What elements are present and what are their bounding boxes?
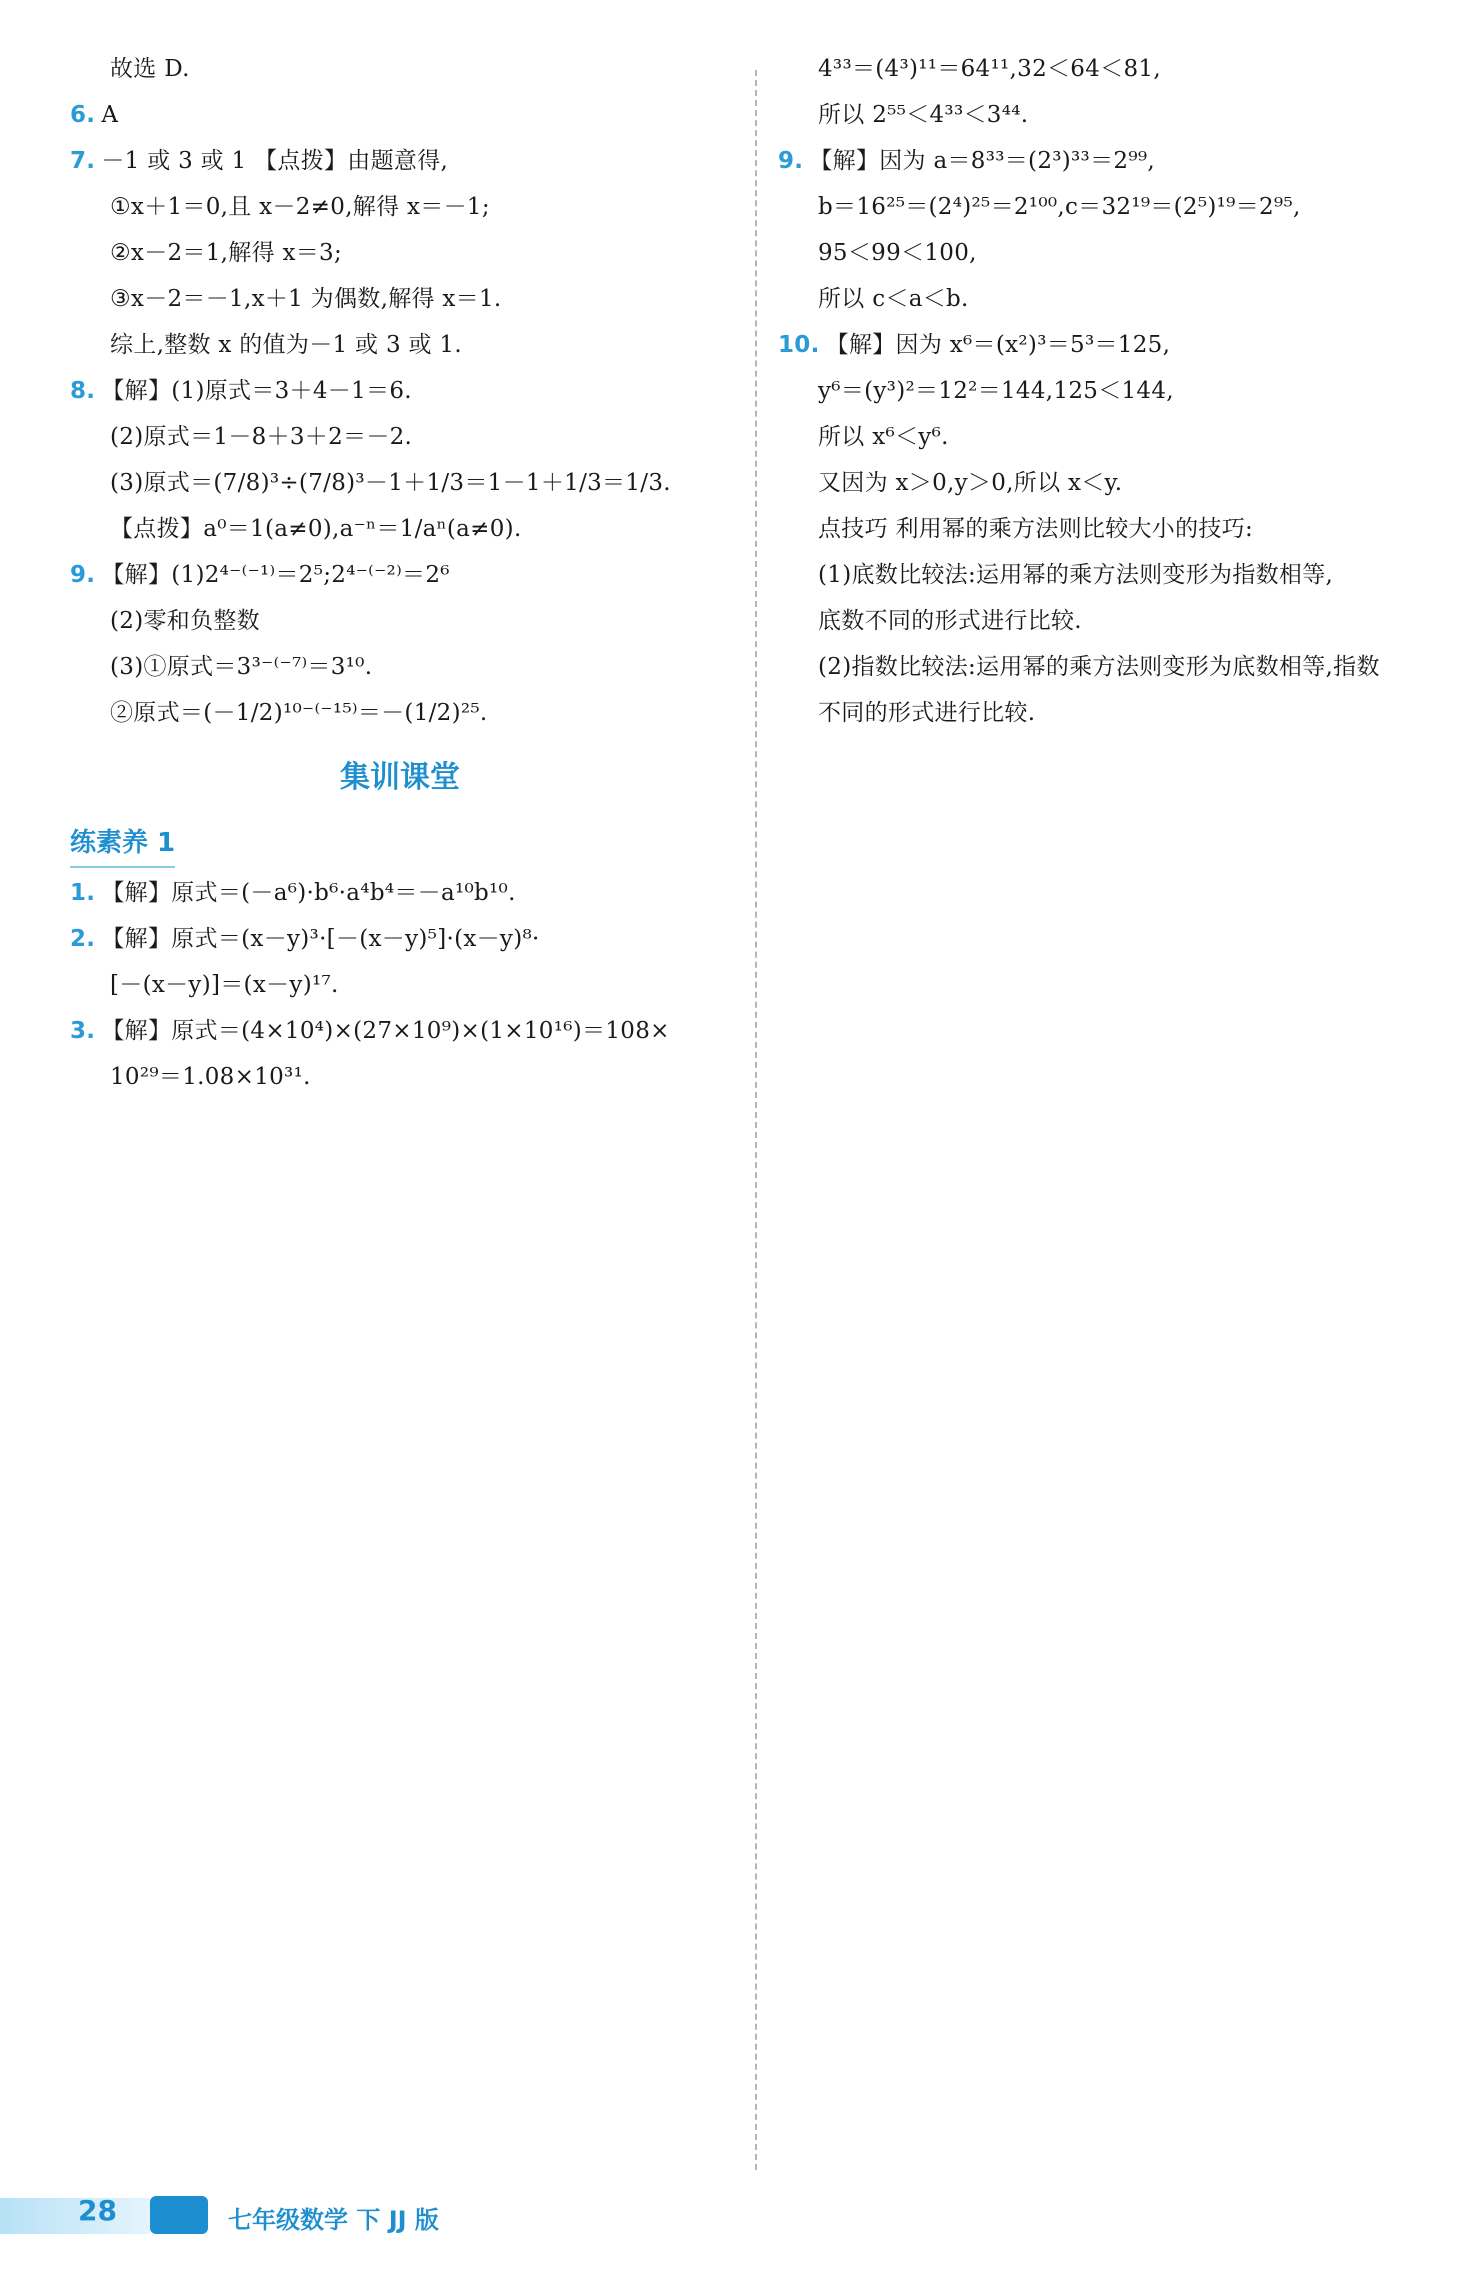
line-text: ②原式＝(－1/2)¹⁰⁻⁽⁻¹⁵⁾＝－(1/2)²⁵. xyxy=(110,700,488,726)
question-number: 7. xyxy=(70,148,96,174)
text-line xyxy=(70,94,730,136)
line-text: (2)零和负整数 xyxy=(110,608,260,634)
question-number: 8. xyxy=(70,378,96,404)
text-line xyxy=(70,462,730,504)
text-line xyxy=(778,94,1428,136)
line-text: ②x－2＝1,解得 x＝3; xyxy=(110,240,343,266)
book-title: 七年级数学 下 JJ 版 xyxy=(228,2206,439,2234)
line-text: 所以 2⁵⁵＜4³³＜3⁴⁴. xyxy=(818,102,1029,128)
left-lines-2 xyxy=(70,872,730,1098)
line-text: (3)原式＝(7/8)³÷(7/8)³－1＋1/3＝1－1＋1/3＝1/3. xyxy=(110,470,671,496)
publisher-logo xyxy=(150,2196,208,2234)
column-divider xyxy=(755,70,757,2170)
text-line xyxy=(70,140,730,182)
line-text: 底数不同的形式进行比较. xyxy=(818,608,1082,634)
text-line xyxy=(778,416,1428,458)
line-text: 故选 D. xyxy=(110,56,190,82)
text-line xyxy=(70,918,730,960)
question-number: 6. xyxy=(70,102,96,128)
text-line xyxy=(778,692,1428,734)
line-text: b＝16²⁵＝(2⁴)²⁵＝2¹⁰⁰,c＝32¹⁹＝(2⁵)¹⁹＝2⁹⁵, xyxy=(818,194,1301,220)
line-text: 【解】原式＝(－a⁶)·b⁶·a⁴b⁴＝－a¹⁰b¹⁰. xyxy=(101,880,516,906)
right-column xyxy=(778,48,1428,738)
text-line xyxy=(778,324,1428,366)
text-line xyxy=(778,232,1428,274)
question-number: 2. xyxy=(70,926,96,952)
text-line xyxy=(70,48,730,90)
line-text: 【解】原式＝(4×10⁴)×(27×10⁹)×(1×10¹⁶)＝108× xyxy=(101,1018,670,1044)
text-line xyxy=(778,646,1428,688)
right-lines xyxy=(778,48,1428,734)
line-text: 【解】(1)2⁴⁻⁽⁻¹⁾＝2⁵;2⁴⁻⁽⁻²⁾＝2⁶ xyxy=(101,562,450,588)
text-line xyxy=(778,600,1428,642)
text-line xyxy=(778,278,1428,320)
text-line xyxy=(778,370,1428,412)
question-number: 3. xyxy=(70,1018,96,1044)
left-column xyxy=(70,48,730,1102)
line-text: 又因为 x＞0,y＞0,所以 x＜y. xyxy=(818,470,1123,496)
line-text: 所以 c＜a＜b. xyxy=(818,286,969,312)
text-line xyxy=(70,872,730,914)
line-text: 【解】(1)原式＝3＋4－1＝6. xyxy=(101,378,412,404)
question-number: 1. xyxy=(70,880,96,906)
line-text: 不同的形式进行比较. xyxy=(818,700,1036,726)
text-line xyxy=(70,692,730,734)
text-line xyxy=(70,370,730,412)
text-line xyxy=(70,554,730,596)
text-line xyxy=(70,324,730,366)
text-line xyxy=(778,554,1428,596)
line-text: (1)底数比较法:运用幂的乘方法则变形为指数相等, xyxy=(818,562,1334,588)
text-line xyxy=(70,416,730,458)
line-text: (3)①原式＝3³⁻⁽⁻⁷⁾＝3¹⁰. xyxy=(110,654,373,680)
line-text: y⁶＝(y³)²＝12²＝144,125＜144, xyxy=(818,378,1174,404)
section-title: 集训课堂 xyxy=(340,760,460,795)
line-text: A xyxy=(101,102,119,128)
text-line xyxy=(778,462,1428,504)
text-line xyxy=(70,1056,730,1098)
text-line xyxy=(778,48,1428,90)
line-text: 4³³＝(4³)¹¹＝64¹¹,32＜64＜81, xyxy=(818,56,1161,82)
text-line xyxy=(70,232,730,274)
line-text: ③x－2＝－1,x＋1 为偶数,解得 x＝1. xyxy=(110,286,502,312)
line-text: 综上,整数 x 的值为－1 或 3 或 1. xyxy=(110,332,462,358)
line-text: (2)指数比较法:运用幂的乘方法则变形为底数相等,指数 xyxy=(818,654,1380,680)
left-lines xyxy=(70,48,730,734)
text-line xyxy=(70,278,730,320)
line-text: (2)原式＝1－8＋3＋2＝－2. xyxy=(110,424,413,450)
line-text: －1 或 3 或 1 【点拨】由题意得, xyxy=(101,148,449,174)
page-number: 28 xyxy=(78,2194,117,2227)
line-text: [－(x－y)]＝(x－y)¹⁷. xyxy=(110,972,339,998)
question-number: 10. xyxy=(778,332,820,358)
line-text: ①x＋1＝0,且 x－2≠0,解得 x＝－1; xyxy=(110,194,490,220)
question-number: 9. xyxy=(778,148,804,174)
text-line xyxy=(70,964,730,1006)
footer-band xyxy=(0,2198,150,2234)
page-footer xyxy=(0,2192,1460,2240)
text-line xyxy=(70,508,730,550)
line-text: 所以 x⁶＜y⁶. xyxy=(818,424,949,450)
line-text: 95＜99＜100, xyxy=(818,240,977,266)
line-text: 10²⁹＝1.08×10³¹. xyxy=(110,1064,311,1090)
line-text: 【解】因为 a＝8³³＝(2³)³³＝2⁹⁹, xyxy=(809,148,1155,174)
text-line xyxy=(70,186,730,228)
subsection-title: 练素养 1 xyxy=(70,820,175,868)
text-line xyxy=(778,508,1428,550)
line-text: 【解】因为 x⁶＝(x²)³＝5³＝125, xyxy=(825,332,1171,358)
text-line xyxy=(70,646,730,688)
line-text: 【解】原式＝(x－y)³·[－(x－y)⁵]·(x－y)⁸· xyxy=(101,926,540,952)
question-number: 9. xyxy=(70,562,96,588)
text-line xyxy=(778,140,1428,182)
line-text: 【点拨】a⁰＝1(a≠0),a⁻ⁿ＝1/aⁿ(a≠0). xyxy=(110,516,522,542)
text-line xyxy=(778,186,1428,228)
text-line xyxy=(70,1010,730,1052)
text-line xyxy=(70,600,730,642)
line-text: 点技巧 利用幂的乘方法则比较大小的技巧: xyxy=(818,516,1254,542)
